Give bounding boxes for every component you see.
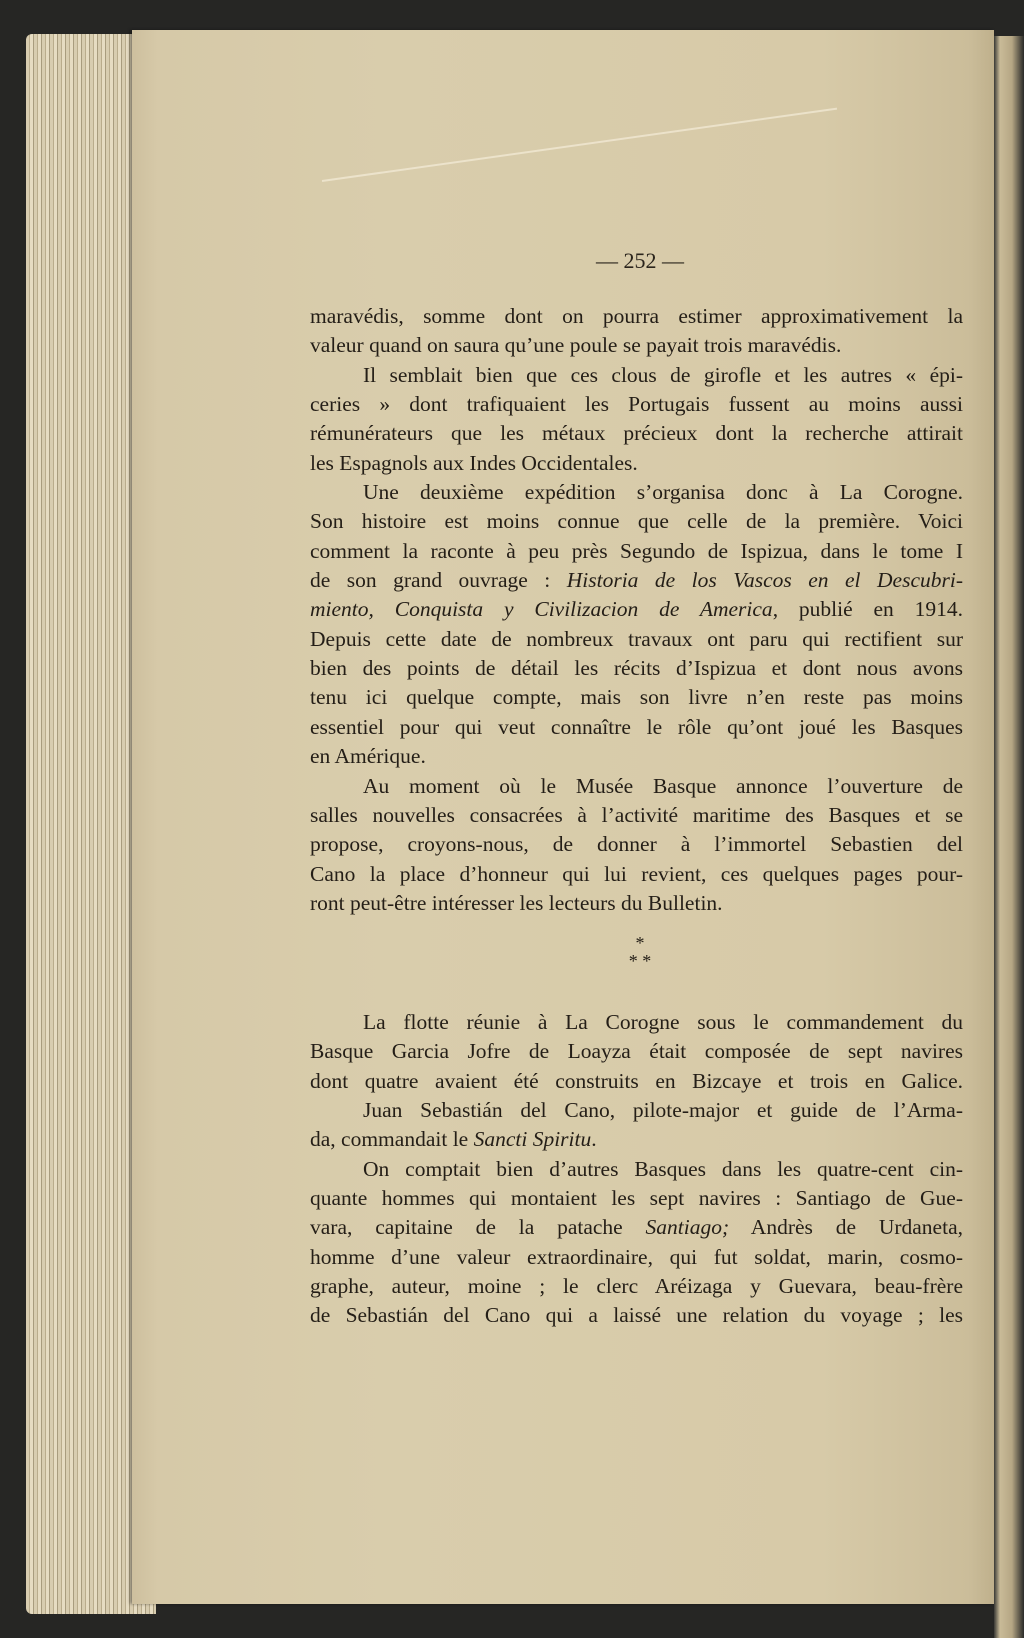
text-line xyxy=(310,772,963,801)
text-segment: Au moment où le Musée Basque annonce l’ouverture de xyxy=(363,773,963,798)
text-line xyxy=(310,1125,963,1154)
text-segment: Andrès de Urdaneta, xyxy=(729,1215,963,1240)
italic-title-text: Historia de los Vascos en el Descubri- xyxy=(566,568,963,593)
text-line xyxy=(310,742,963,771)
italic-title-text: Santiago; xyxy=(645,1215,730,1240)
text-line xyxy=(310,1037,963,1066)
paper-crease xyxy=(322,108,837,182)
text-segment: graphe, auteur, moine ; le clerc Aréizaga y Guevara, beau-frère xyxy=(310,1274,963,1299)
text-segment: Depuis cette date de nombreux travaux ont paru qui rectifient sur xyxy=(310,626,963,651)
text-line xyxy=(310,1301,963,1330)
text-segment: On comptait bien d’autres Basques dans les quatre-cent cin- xyxy=(363,1156,963,1181)
text-segment: tenu ici quelque compte, mais son livre n’en reste pas moins xyxy=(310,685,963,710)
text-line xyxy=(310,713,963,742)
italic-title-text: Sancti Spiritu xyxy=(473,1127,592,1152)
text-line xyxy=(310,419,963,448)
text-block-intro xyxy=(310,302,963,918)
text-line xyxy=(310,1213,963,1242)
text-line xyxy=(310,361,963,390)
text-segment: Il semblait bien que ces clous de girofle et les autres « épi- xyxy=(363,362,963,387)
text-segment: quante hommes qui montaient les sept navires : Santiago de Gue- xyxy=(310,1186,963,1211)
text-segment: de Sebastián del Cano qui a laissé une relation du voyage ; les xyxy=(310,1303,963,1328)
separator-star-top: * xyxy=(635,933,645,953)
text-line xyxy=(310,654,963,683)
text-line xyxy=(310,537,963,566)
text-segment: . xyxy=(591,1127,597,1152)
text-segment: ceries » dont trafiquaient les Portugais fussent au moins aussi xyxy=(310,392,963,417)
page-number: — 252 — xyxy=(596,248,684,273)
text-segment: bien des points de détail les récits d’Ispizua et dont nous avons xyxy=(310,656,963,681)
text-line xyxy=(310,390,963,419)
section-separator xyxy=(600,934,680,970)
text-line xyxy=(310,478,963,507)
text-segment: vara, capitaine de la patache xyxy=(310,1215,646,1240)
text-segment: Son histoire est moins connue que celle de la première. Voici xyxy=(310,509,963,534)
text-line xyxy=(310,1243,963,1272)
text-line xyxy=(310,1067,963,1096)
text-line xyxy=(310,625,963,654)
text-segment: les Espagnols aux Indes Occidentales. xyxy=(310,450,638,475)
text-line xyxy=(310,449,963,478)
text-segment: da, commandait le xyxy=(310,1127,474,1152)
text-line xyxy=(310,302,963,331)
text-line xyxy=(310,683,963,712)
text-segment: , publié en 1914. xyxy=(772,597,963,622)
text-segment: en Amérique. xyxy=(310,744,426,769)
text-segment: valeur quand on saura qu’une poule se payait trois maravédis. xyxy=(310,333,842,358)
text-segment: La flotte réunie à La Corogne sous le commandement du xyxy=(363,1010,963,1034)
separator-stars-bottom: * * xyxy=(628,951,652,971)
text-segment: maravédis, somme dont on pourra estimer approximativement la xyxy=(310,304,963,328)
text-line xyxy=(310,507,963,536)
text-segment: Une deuxième expédition s’organisa donc à La Corogne. xyxy=(363,480,963,505)
text-line xyxy=(310,1272,963,1301)
text-line xyxy=(310,889,963,918)
text-segment: homme d’une valeur extraordinaire, qui fut soldat, marin, cosmo- xyxy=(310,1244,963,1269)
text-segment: comment la raconte à peu près Segundo de Ispizua, dans le tome I xyxy=(310,538,963,563)
text-line xyxy=(310,1096,963,1125)
text-segment: Juan Sebastián del Cano, pilote-major et guide de l’Arma- xyxy=(363,1098,963,1123)
text-line xyxy=(310,1008,963,1037)
text-segment: Cano la place d’honneur qui lui revient, ces quelques pages pour- xyxy=(310,861,963,886)
next-page-edge xyxy=(994,36,1024,1638)
text-segment: dont quatre avaient été construits en Bizcaye et trois en Galice. xyxy=(310,1068,963,1093)
text-line xyxy=(310,860,963,889)
text-line xyxy=(310,331,963,360)
text-line xyxy=(310,1184,963,1213)
text-segment: salles nouvelles consacrées à l’activité maritime des Basques et se xyxy=(310,802,963,827)
text-segment: essentiel pour qui veut connaître le rôle qu’ont joué les Basques xyxy=(310,714,963,739)
text-line xyxy=(310,1155,963,1184)
text-segment: Basque Garcia Jofre de Loayza était composée de sept navires xyxy=(310,1039,963,1064)
text-segment: ront peut-être intéresser les lecteurs du Bulletin. xyxy=(310,890,723,915)
text-line xyxy=(310,595,963,624)
text-line xyxy=(310,566,963,595)
text-segment: de son grand ouvrage : xyxy=(310,568,567,593)
text-block-fleet xyxy=(310,1008,963,1331)
text-line xyxy=(310,830,963,859)
italic-title-text: miento, Conquista y Civilizacion de America xyxy=(310,597,773,622)
text-segment: rémunérateurs que les métaux précieux dont la recherche attirait xyxy=(310,421,963,446)
text-line xyxy=(310,801,963,830)
text-segment: propose, croyons-nous, de donner à l’immortel Sebastien del xyxy=(310,832,963,857)
